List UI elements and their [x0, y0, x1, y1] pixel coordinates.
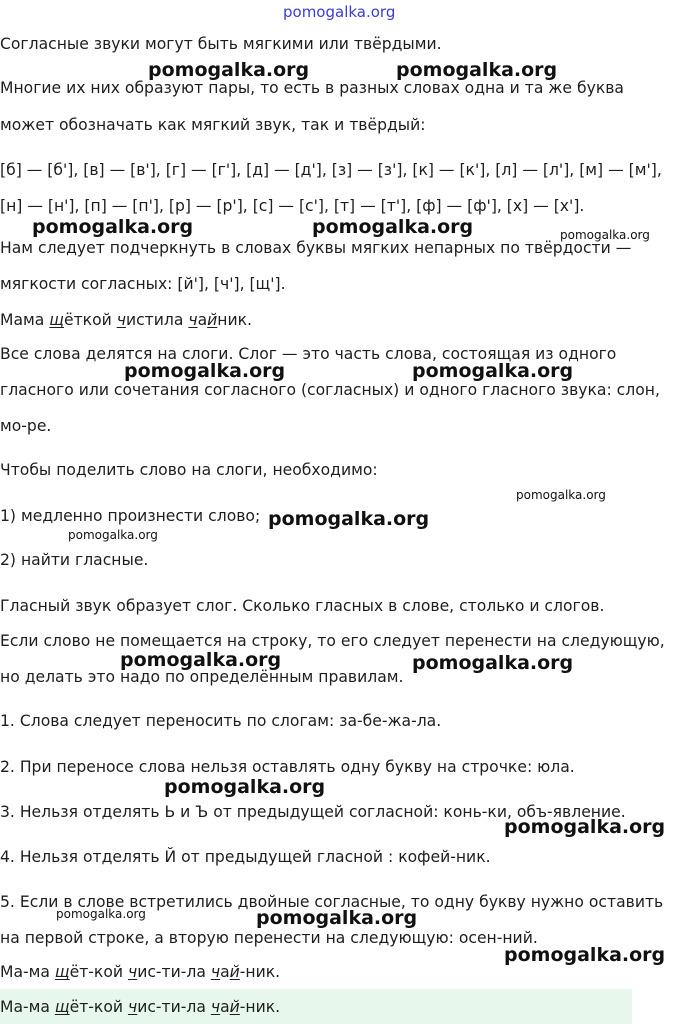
- text-line: [б] — [б'], [в] — [в'], [г] — [г'], [д] — [д'], [з] — [з'], [к] — [к'], [л] — [л'], [м] — [м'],: [0, 161, 662, 179]
- watermark: pomogalka.org: [268, 508, 430, 530]
- text-line: может обозначать как мягкий звук, так и твёрдый:: [0, 116, 426, 134]
- example-hyphenated-answer: [0, 997, 280, 1017]
- example-part: а: [220, 998, 230, 1016]
- example-hyphenated: [0, 962, 280, 982]
- watermark: pomogalka.org: [504, 816, 666, 838]
- example-part: Ма-ма: [0, 963, 55, 981]
- example-part: ёт-кой: [69, 963, 128, 981]
- underlined-letter: ч: [127, 998, 138, 1016]
- example-part: Ма-ма: [0, 998, 55, 1016]
- example-part: -ник.: [239, 998, 281, 1016]
- example-part: а: [220, 963, 230, 981]
- underlined-letter: ч: [127, 963, 138, 981]
- example-part: Мама: [0, 311, 50, 329]
- text-line: Согласные звуки могут быть мягкими или твёрдыми.: [0, 35, 442, 53]
- header-watermark: pomogalka.org: [283, 3, 396, 21]
- text-line: на первой строке, а вторую перенести на следующую: осен-ний.: [0, 929, 538, 947]
- text-line: 5. Если в слове встретились двойные согласные, то одну букву нужно оставить: [0, 893, 664, 911]
- underlined-letter: щ: [49, 311, 64, 329]
- underlined-letter: й: [229, 963, 240, 981]
- watermark: pomogalka.org: [148, 59, 310, 81]
- text-line: но делать это надо по определённым правилам.: [0, 668, 404, 686]
- example-part: ёт-кой: [69, 998, 128, 1016]
- watermark: pomogalka.org: [412, 652, 574, 674]
- text-line: 4. Нельзя отделять Й от предыдущей гласной : кофей-ник.: [0, 848, 491, 866]
- underlined-letter: й: [207, 311, 218, 329]
- watermark: pomogalka.org: [120, 649, 282, 671]
- watermark: pomogalka.org: [124, 360, 286, 382]
- watermark: pomogalka.org: [56, 907, 146, 921]
- example-part: ис-ти-ла: [137, 998, 211, 1016]
- watermark: pomogalka.org: [412, 360, 574, 382]
- text-line: 2. При переносе слова нельзя оставлять одну букву на строчке: юла.: [0, 758, 575, 776]
- text-line: Нам следует подчеркнуть в словах буквы мягких непарных по твёрдости —: [0, 239, 632, 257]
- watermark: pomogalka.org: [32, 216, 194, 238]
- watermark: pomogalka.org: [560, 228, 650, 242]
- text-line: Все слова делятся на слоги. Слог — это часть слова, состоящая из одного: [0, 345, 617, 363]
- example-part: ис-ти-ла: [137, 963, 211, 981]
- watermark: pomogalka.org: [256, 907, 418, 929]
- example-part: а: [197, 311, 208, 329]
- watermark: pomogalka.org: [504, 944, 666, 966]
- watermark: pomogalka.org: [164, 776, 326, 798]
- underlined-letter: ч: [210, 998, 221, 1016]
- example-part: ник.: [217, 311, 252, 329]
- text-line: 2) найти гласные.: [0, 551, 149, 569]
- example-part: истила: [125, 311, 189, 329]
- underlined-letter: й: [229, 998, 240, 1016]
- text-line: 3. Нельзя отделять Ь и Ъ от предыдущей согласной: конь-ки, объ-явление.: [0, 803, 626, 821]
- text-line: Многие их них образуют пары, то есть в разных словах одна и та же буква: [0, 79, 624, 97]
- text-line: мягкости согласных: [й'], [ч'], [щ'].: [0, 275, 286, 293]
- example-part: -ник.: [239, 963, 281, 981]
- text-line: Чтобы поделить слово на слоги, необходимо:: [0, 461, 378, 479]
- text-line: [н] — [н'], [п] — [п'], [р] — [р'], [с] — [с'], [т] — [т'], [ф] — [ф'], [х] — [х'].: [0, 197, 585, 215]
- watermark: pomogalka.org: [396, 59, 558, 81]
- example-part: ёткой: [64, 311, 117, 329]
- text-line: Если слово не помещается на строку, то его следует перенести на следующую,: [0, 632, 665, 650]
- text-line: гласного или сочетания согласного (согласных) и одного гласного звука: слон,: [0, 381, 660, 399]
- underlined-letter: ч: [210, 963, 221, 981]
- text-line: Гласный звук образует слог. Сколько гласных в слове, столько и слогов.: [0, 597, 605, 615]
- watermark: pomogalka.org: [68, 528, 158, 542]
- underlined-letter: ч: [116, 311, 126, 329]
- text-line: 1) медленно произнести слово;: [0, 507, 261, 525]
- watermark: pomogalka.org: [312, 216, 474, 238]
- underlined-letter: щ: [54, 998, 70, 1016]
- underlined-letter: щ: [54, 963, 70, 981]
- text-line: мо-ре.: [0, 417, 52, 435]
- text-line: 1. Слова следует переносить по слогам: за-бе-жа-ла.: [0, 712, 442, 730]
- example-sentence: [0, 310, 252, 330]
- watermark: pomogalka.org: [516, 488, 606, 502]
- underlined-letter: ч: [188, 311, 198, 329]
